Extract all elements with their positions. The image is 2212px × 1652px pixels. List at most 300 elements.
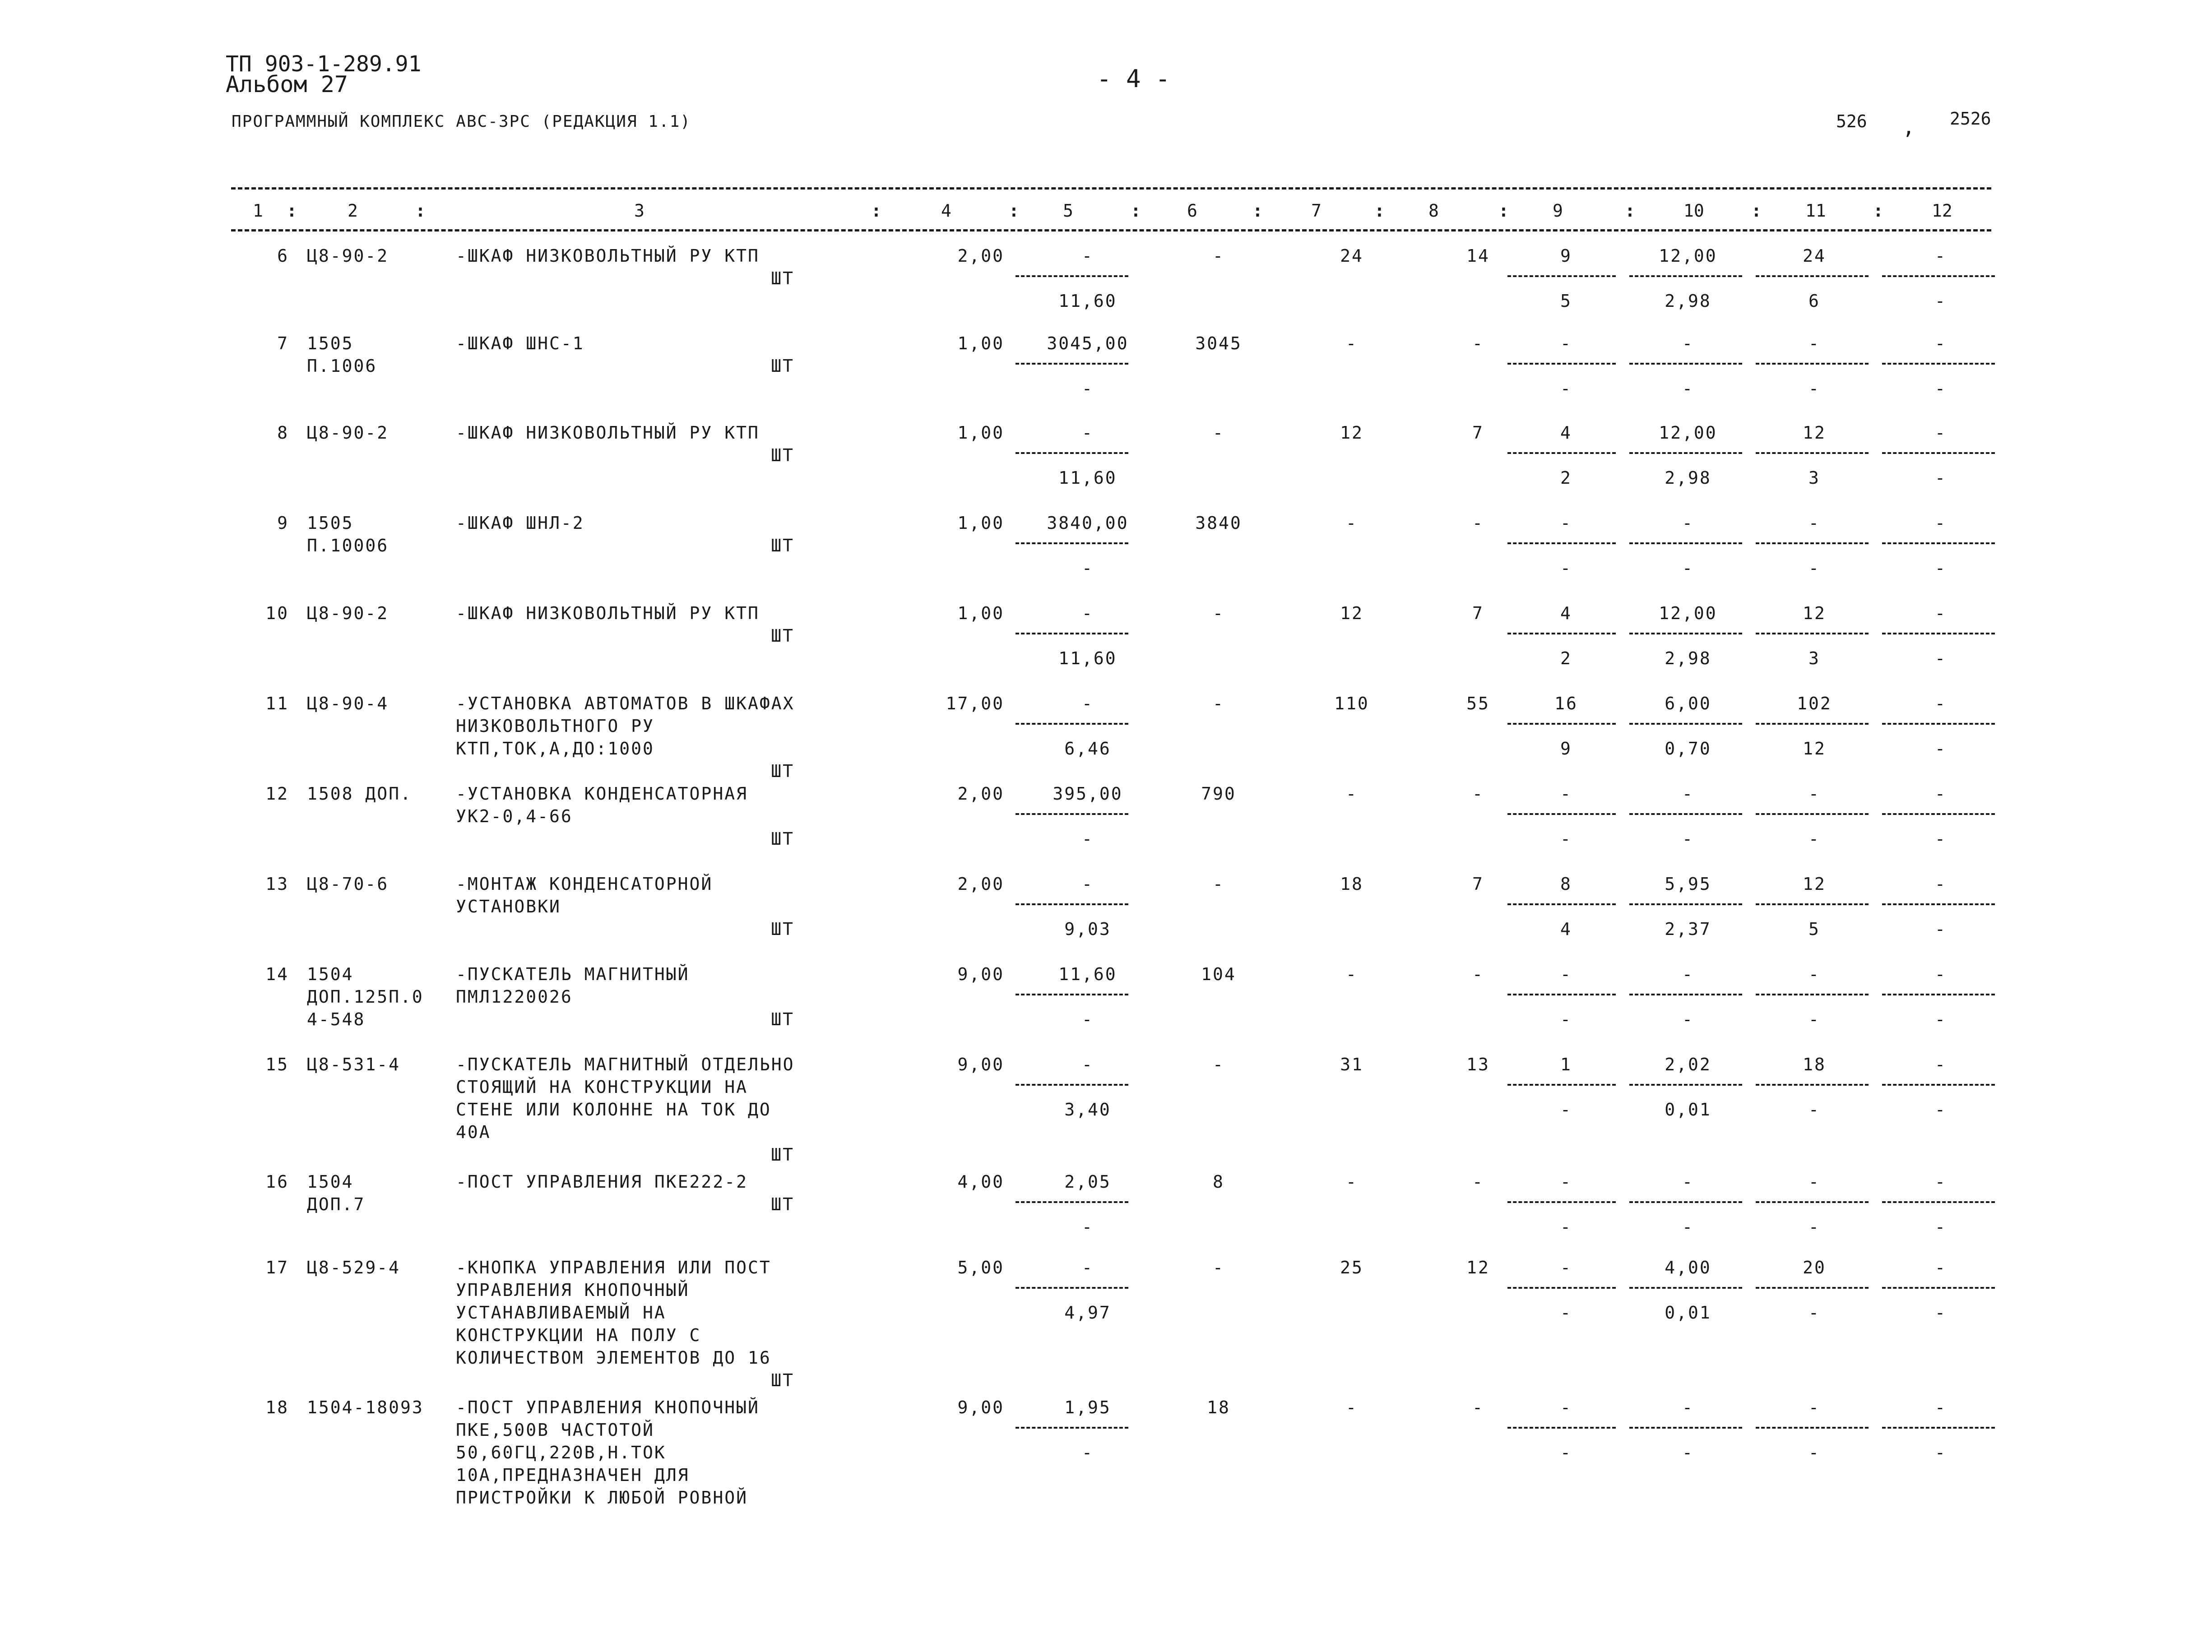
rate-code: Ц8-529-4 xyxy=(307,1258,401,1277)
column-header-10: 10 xyxy=(1683,201,1704,221)
quantity-value: 2,00 xyxy=(957,874,1004,894)
work-description: УСТАНОВКИ xyxy=(456,897,561,916)
column-9-bottom-value: 2 xyxy=(1560,648,1572,668)
column-11-bottom-value: - xyxy=(1809,558,1820,578)
value-divider xyxy=(1016,723,1128,725)
value-divider xyxy=(1756,1201,1869,1203)
column-9-top-value: - xyxy=(1560,784,1572,804)
value-divider xyxy=(1016,633,1128,634)
row-number: 16 xyxy=(265,1172,289,1192)
value-divider xyxy=(1016,542,1128,544)
value-divider xyxy=(1507,363,1616,365)
value-divider xyxy=(1756,1427,1869,1429)
column-10-top-value: - xyxy=(1682,333,1694,353)
rate-code: П.1006 xyxy=(307,356,377,376)
column-7-value: - xyxy=(1346,784,1358,804)
column-12-bottom-value: - xyxy=(1935,558,1947,578)
work-description: СТОЯЩИЙ НА КОНСТРУКЦИИ НА xyxy=(456,1077,748,1097)
column-10-bottom-value: 0,01 xyxy=(1665,1303,1711,1323)
rate-code: Ц8-90-4 xyxy=(307,694,389,713)
column-8-value: - xyxy=(1472,1397,1484,1417)
work-description: КОЛИЧЕСТВОМ ЭЛЕМЕНТОВ ДО 16 xyxy=(456,1348,771,1368)
column-7-value: 18 xyxy=(1340,874,1363,894)
value-divider xyxy=(1507,452,1616,454)
column-9-bottom-value: 4 xyxy=(1560,919,1572,939)
row-number: 11 xyxy=(265,694,289,713)
value-divider xyxy=(1507,994,1616,995)
sheet-number-b: 2526 xyxy=(1950,109,1991,129)
column-12-top-value: - xyxy=(1935,603,1947,623)
quantity-value: 1,00 xyxy=(957,603,1004,623)
column-12-top-value: - xyxy=(1935,333,1947,353)
column-10-top-value: 5,95 xyxy=(1665,874,1711,894)
total-cost-value: - xyxy=(1213,1258,1224,1277)
page-number: - 4 - xyxy=(1097,65,1170,93)
column-9-bottom-value: - xyxy=(1560,1009,1572,1029)
table-top-rule xyxy=(231,187,1991,190)
rate-code: ДОП.125П.0 xyxy=(307,987,424,1007)
column-separator: : xyxy=(1873,201,1883,221)
value-divider xyxy=(1756,275,1869,277)
column-10-top-value: 12,00 xyxy=(1659,423,1717,443)
value-divider xyxy=(1629,994,1742,995)
wage-unit-value: 4,97 xyxy=(1064,1303,1111,1323)
program-title: ПРОГРАММНЫЙ КОМПЛЕКС АВС-3РС (РЕДАКЦИЯ 1.1) xyxy=(232,112,691,131)
column-10-bottom-value: 0,70 xyxy=(1665,739,1711,759)
row-number: 12 xyxy=(265,784,289,804)
value-divider xyxy=(1016,1201,1128,1203)
value-divider xyxy=(1882,633,1995,634)
column-9-top-value: 8 xyxy=(1560,874,1572,894)
column-11-bottom-value: - xyxy=(1809,829,1820,849)
unit-label: ШТ xyxy=(771,1370,794,1390)
column-12-top-value: - xyxy=(1935,694,1947,713)
column-10-bottom-value: - xyxy=(1682,829,1694,849)
column-12-bottom-value: - xyxy=(1935,1303,1947,1323)
value-divider xyxy=(1882,1201,1995,1203)
value-divider xyxy=(1507,275,1616,277)
row-number: 7 xyxy=(277,333,289,353)
column-separator: : xyxy=(1252,201,1263,221)
unit-cost-value: 11,60 xyxy=(1058,964,1117,984)
row-number: 10 xyxy=(265,603,289,623)
column-9-top-value: - xyxy=(1560,1258,1572,1277)
value-divider xyxy=(1016,813,1128,815)
value-divider xyxy=(1507,813,1616,815)
column-12-bottom-value: - xyxy=(1935,1100,1947,1120)
column-8-value: 7 xyxy=(1472,603,1484,623)
value-divider xyxy=(1629,452,1742,454)
column-7-value: 25 xyxy=(1340,1258,1363,1277)
table-header-rule xyxy=(231,229,1991,231)
wage-unit-value: 6,46 xyxy=(1064,739,1111,759)
rate-code: П.10006 xyxy=(307,536,389,555)
value-divider xyxy=(1629,363,1742,365)
column-header-11: 11 xyxy=(1805,201,1826,221)
column-10-bottom-value: - xyxy=(1682,379,1694,398)
column-10-bottom-value: 0,01 xyxy=(1665,1100,1711,1120)
quantity-value: 1,00 xyxy=(957,513,1004,533)
wage-unit-value: - xyxy=(1082,379,1094,398)
column-12-top-value: - xyxy=(1935,874,1947,894)
unit-label: ШТ xyxy=(771,829,794,849)
column-9-top-value: - xyxy=(1560,333,1572,353)
work-description: УПРАВЛЕНИЯ КНОПОЧНЫЙ xyxy=(456,1280,690,1300)
quantity-value: 2,00 xyxy=(957,246,1004,266)
column-separator: : xyxy=(871,201,881,221)
value-divider xyxy=(1629,813,1742,815)
wage-unit-value: 11,60 xyxy=(1058,291,1117,311)
rate-code: Ц8-90-2 xyxy=(307,423,389,443)
row-number: 15 xyxy=(265,1055,289,1074)
value-divider xyxy=(1629,275,1742,277)
column-9-bottom-value: 9 xyxy=(1560,739,1572,759)
unit-label: ШТ xyxy=(771,1009,794,1029)
quantity-value: 9,00 xyxy=(957,1397,1004,1417)
rate-code: Ц8-90-2 xyxy=(307,246,389,266)
value-divider xyxy=(1016,363,1128,365)
quantity-value: 4,00 xyxy=(957,1172,1004,1192)
column-header-1: 1 xyxy=(253,201,263,221)
row-number: 9 xyxy=(277,513,289,533)
column-11-bottom-value: - xyxy=(1809,1443,1820,1462)
column-9-bottom-value: - xyxy=(1560,1443,1572,1462)
value-divider xyxy=(1756,1084,1869,1086)
wage-unit-value: - xyxy=(1082,558,1094,578)
column-9-top-value: 1 xyxy=(1560,1055,1572,1074)
value-divider xyxy=(1507,723,1616,725)
value-divider xyxy=(1882,542,1995,544)
value-divider xyxy=(1507,1427,1616,1429)
work-description: УСТАНАВЛИВАЕМЫЙ НА xyxy=(456,1303,666,1323)
column-11-top-value: - xyxy=(1809,784,1820,804)
value-divider xyxy=(1629,1427,1742,1429)
total-cost-value: 790 xyxy=(1201,784,1236,804)
value-divider xyxy=(1016,452,1128,454)
work-description: -УСТАНОВКА КОНДЕНСАТОРНАЯ xyxy=(456,784,748,804)
column-separator: : xyxy=(1751,201,1762,221)
column-7-value: 31 xyxy=(1340,1055,1363,1074)
value-divider xyxy=(1882,1427,1995,1429)
total-cost-value: - xyxy=(1213,1055,1224,1074)
column-12-top-value: - xyxy=(1935,1055,1947,1074)
value-divider xyxy=(1507,1287,1616,1289)
value-divider xyxy=(1629,723,1742,725)
column-10-top-value: - xyxy=(1682,784,1694,804)
wage-unit-value: 9,03 xyxy=(1064,919,1111,939)
column-8-value: 13 xyxy=(1466,1055,1490,1074)
value-divider xyxy=(1882,1084,1995,1086)
column-separator: : xyxy=(1498,201,1509,221)
wage-unit-value: - xyxy=(1082,1443,1094,1462)
column-8-value: - xyxy=(1472,513,1484,533)
rate-code: 1504-18093 xyxy=(307,1397,424,1417)
column-11-top-value: 20 xyxy=(1803,1258,1826,1277)
value-divider xyxy=(1882,1287,1995,1289)
column-12-bottom-value: - xyxy=(1935,468,1947,488)
row-number: 17 xyxy=(265,1258,289,1277)
value-divider xyxy=(1629,633,1742,634)
column-7-value: - xyxy=(1346,964,1358,984)
sheet-number-a: 526 xyxy=(1836,111,1867,131)
value-divider xyxy=(1756,452,1869,454)
column-8-value: 55 xyxy=(1466,694,1490,713)
value-divider xyxy=(1016,1287,1128,1289)
work-description: -ШКАФ НИЗКОВОЛЬТНЫЙ РУ КТП xyxy=(456,603,760,623)
unit-label: ШТ xyxy=(771,626,794,646)
work-description: СТЕНЕ ИЛИ КОЛОННЕ НА ТОК ДО xyxy=(456,1100,771,1120)
work-description: 10А,ПРЕДНАЗНАЧЕН ДЛЯ xyxy=(456,1465,690,1485)
column-11-top-value: - xyxy=(1809,513,1820,533)
total-cost-value: - xyxy=(1213,874,1224,894)
column-8-value: - xyxy=(1472,333,1484,353)
work-description: -ШКАФ ШНЛ-2 xyxy=(456,513,584,533)
value-divider xyxy=(1016,1427,1128,1429)
value-divider xyxy=(1882,723,1995,725)
column-separator: : xyxy=(415,201,426,221)
rate-code: 1505 xyxy=(307,333,354,353)
column-9-top-value: - xyxy=(1560,1397,1572,1417)
unit-cost-value: - xyxy=(1082,1055,1094,1074)
work-description: ПКЕ,500В ЧАСТОТОЙ xyxy=(456,1420,654,1440)
column-10-top-value: 12,00 xyxy=(1659,603,1717,623)
quantity-value: 9,00 xyxy=(957,964,1004,984)
quantity-value: 5,00 xyxy=(957,1258,1004,1277)
column-12-top-value: - xyxy=(1935,964,1947,984)
column-9-bottom-value: - xyxy=(1560,829,1572,849)
column-8-value: - xyxy=(1472,1172,1484,1192)
column-11-bottom-value: - xyxy=(1809,1217,1820,1237)
column-10-top-value: 12,00 xyxy=(1659,246,1717,266)
work-description: 40А xyxy=(456,1122,491,1142)
quantity-value: 17,00 xyxy=(946,694,1004,713)
unit-cost-value: - xyxy=(1082,603,1094,623)
column-12-top-value: - xyxy=(1935,1258,1947,1277)
column-11-bottom-value: 3 xyxy=(1809,468,1820,488)
work-description: -ПУСКАТЕЛЬ МАГНИТНЫЙ xyxy=(456,964,690,984)
unit-label: ШТ xyxy=(771,1194,794,1214)
column-9-top-value: 4 xyxy=(1560,603,1572,623)
row-number: 14 xyxy=(265,964,289,984)
column-9-top-value: - xyxy=(1560,964,1572,984)
column-12-top-value: - xyxy=(1935,246,1947,266)
unit-cost-value: 3840,00 xyxy=(1047,513,1129,533)
quantity-value: 1,00 xyxy=(957,423,1004,443)
column-9-bottom-value: 5 xyxy=(1560,291,1572,311)
column-header-8: 8 xyxy=(1428,201,1439,221)
work-description: -ПОСТ УПРАВЛЕНИЯ КНОПОЧНЫЙ xyxy=(456,1397,760,1417)
unit-cost-value: 395,00 xyxy=(1053,784,1123,804)
column-11-top-value: - xyxy=(1809,333,1820,353)
album-label: Альбом 27 xyxy=(226,71,348,97)
column-10-top-value: 6,00 xyxy=(1665,694,1711,713)
value-divider xyxy=(1882,275,1995,277)
total-cost-value: - xyxy=(1213,694,1224,713)
column-10-bottom-value: 2,37 xyxy=(1665,919,1711,939)
column-11-top-value: 12 xyxy=(1803,874,1826,894)
column-7-value: 12 xyxy=(1340,603,1363,623)
unit-cost-value: - xyxy=(1082,246,1094,266)
column-header-6: 6 xyxy=(1187,201,1197,221)
column-header-2: 2 xyxy=(348,201,358,221)
value-divider xyxy=(1756,1287,1869,1289)
column-11-top-value: - xyxy=(1809,1172,1820,1192)
value-divider xyxy=(1882,994,1995,995)
wage-unit-value: 11,60 xyxy=(1058,468,1117,488)
rate-code: Ц8-70-6 xyxy=(307,874,389,894)
column-header-9: 9 xyxy=(1553,201,1563,221)
column-9-top-value: 4 xyxy=(1560,423,1572,443)
column-10-top-value: - xyxy=(1682,1397,1694,1417)
column-12-top-value: - xyxy=(1935,423,1947,443)
column-separator: : xyxy=(287,201,297,221)
value-divider xyxy=(1756,542,1869,544)
value-divider xyxy=(1629,1287,1742,1289)
column-8-value: 7 xyxy=(1472,874,1484,894)
column-12-top-value: - xyxy=(1935,1397,1947,1417)
row-number: 6 xyxy=(277,246,289,266)
column-11-bottom-value: 6 xyxy=(1809,291,1820,311)
column-11-bottom-value: - xyxy=(1809,379,1820,398)
column-12-bottom-value: - xyxy=(1935,829,1947,849)
column-10-bottom-value: - xyxy=(1682,1217,1694,1237)
column-11-top-value: - xyxy=(1809,964,1820,984)
rate-code: 1504 xyxy=(307,964,354,984)
work-description: -ПОСТ УПРАВЛЕНИЯ ПКЕ222-2 xyxy=(456,1172,748,1192)
work-description: -ПУСКАТЕЛЬ МАГНИТНЫЙ ОТДЕЛЬНО xyxy=(456,1055,795,1074)
value-divider xyxy=(1629,903,1742,905)
quantity-value: 1,00 xyxy=(957,333,1004,353)
unit-cost-value: - xyxy=(1082,423,1094,443)
value-divider xyxy=(1016,1084,1128,1086)
work-description: 50,60ГЦ,220В,Н.ТОК xyxy=(456,1443,666,1462)
total-cost-value: 18 xyxy=(1207,1397,1230,1417)
column-11-top-value: 12 xyxy=(1803,423,1826,443)
work-description: ПРИСТРОЙКИ К ЛЮБОЙ РОВНОЙ xyxy=(456,1488,748,1508)
column-separator: : xyxy=(1009,201,1019,221)
column-12-top-value: - xyxy=(1935,513,1947,533)
value-divider xyxy=(1629,542,1742,544)
unit-cost-value: - xyxy=(1082,694,1094,713)
column-11-bottom-value: 12 xyxy=(1803,739,1826,759)
column-separator: : xyxy=(1625,201,1635,221)
column-12-bottom-value: - xyxy=(1935,379,1947,398)
column-9-top-value: - xyxy=(1560,1172,1572,1192)
value-divider xyxy=(1507,903,1616,905)
total-cost-value: 8 xyxy=(1213,1172,1224,1192)
value-divider xyxy=(1882,813,1995,815)
wage-unit-value: 3,40 xyxy=(1064,1100,1111,1120)
column-11-top-value: 18 xyxy=(1803,1055,1826,1074)
column-10-bottom-value: 2,98 xyxy=(1665,468,1711,488)
column-11-top-value: - xyxy=(1809,1397,1820,1417)
value-divider xyxy=(1882,452,1995,454)
column-header-4: 4 xyxy=(941,201,951,221)
column-8-value: 7 xyxy=(1472,423,1484,443)
wage-unit-value: - xyxy=(1082,829,1094,849)
column-9-top-value: 16 xyxy=(1554,694,1578,713)
work-description: НИЗКОВОЛЬТНОГО РУ xyxy=(456,716,654,736)
column-7-value: 12 xyxy=(1340,423,1363,443)
total-cost-value: - xyxy=(1213,603,1224,623)
column-11-bottom-value: 3 xyxy=(1809,648,1820,668)
value-divider xyxy=(1756,994,1869,995)
column-10-bottom-value: - xyxy=(1682,1009,1694,1029)
column-10-top-value: 4,00 xyxy=(1665,1258,1711,1277)
column-header-5: 5 xyxy=(1063,201,1073,221)
wage-unit-value: - xyxy=(1082,1009,1094,1029)
rate-code: 1505 xyxy=(307,513,354,533)
value-divider xyxy=(1882,363,1995,365)
column-9-bottom-value: - xyxy=(1560,1217,1572,1237)
rate-code: 1504 xyxy=(307,1172,354,1192)
column-9-bottom-value: - xyxy=(1560,558,1572,578)
column-7-value: 24 xyxy=(1340,246,1363,266)
value-divider xyxy=(1756,723,1869,725)
column-header-7: 7 xyxy=(1311,201,1322,221)
value-divider xyxy=(1507,1201,1616,1203)
column-10-bottom-value: 2,98 xyxy=(1665,648,1711,668)
column-11-bottom-value: - xyxy=(1809,1100,1820,1120)
quantity-value: 2,00 xyxy=(957,784,1004,804)
column-12-top-value: - xyxy=(1935,784,1947,804)
value-divider xyxy=(1507,633,1616,634)
unit-label: ШТ xyxy=(771,1145,794,1165)
value-divider xyxy=(1016,994,1128,995)
unit-cost-value: 2,05 xyxy=(1064,1172,1111,1192)
value-divider xyxy=(1629,1201,1742,1203)
unit-cost-value: 1,95 xyxy=(1064,1397,1111,1417)
column-header-12: 12 xyxy=(1932,201,1952,221)
value-divider xyxy=(1756,813,1869,815)
column-12-bottom-value: - xyxy=(1935,1217,1947,1237)
unit-label: ШТ xyxy=(771,919,794,939)
column-8-value: - xyxy=(1472,964,1484,984)
column-separator: : xyxy=(1131,201,1141,221)
value-divider xyxy=(1507,542,1616,544)
total-cost-value: - xyxy=(1213,246,1224,266)
column-11-top-value: 24 xyxy=(1803,246,1826,266)
row-number: 18 xyxy=(265,1397,289,1417)
column-8-value: 14 xyxy=(1466,246,1490,266)
column-9-top-value: - xyxy=(1560,513,1572,533)
wage-unit-value: 11,60 xyxy=(1058,648,1117,668)
column-10-top-value: - xyxy=(1682,964,1694,984)
column-11-bottom-value: - xyxy=(1809,1303,1820,1323)
column-10-top-value: 2,02 xyxy=(1665,1055,1711,1074)
unit-label: ШТ xyxy=(771,356,794,376)
row-number: 8 xyxy=(277,423,289,443)
column-9-top-value: 9 xyxy=(1560,246,1572,266)
column-12-bottom-value: - xyxy=(1935,648,1947,668)
column-header-3: 3 xyxy=(634,201,645,221)
column-11-bottom-value: 5 xyxy=(1809,919,1820,939)
work-description: КТП,ТОК,А,ДО:1000 xyxy=(456,739,654,759)
column-7-value: - xyxy=(1346,1397,1358,1417)
rate-code: ДОП.7 xyxy=(307,1194,366,1214)
unit-cost-value: 3045,00 xyxy=(1047,333,1129,353)
column-7-value: 110 xyxy=(1334,694,1369,713)
column-9-bottom-value: 2 xyxy=(1560,468,1572,488)
column-12-top-value: - xyxy=(1935,1172,1947,1192)
wage-unit-value: - xyxy=(1082,1217,1094,1237)
column-8-value: - xyxy=(1472,784,1484,804)
work-description: -ШКАФ ШНС-1 xyxy=(456,333,584,353)
rate-code: Ц8-531-4 xyxy=(307,1055,401,1074)
column-7-value: - xyxy=(1346,1172,1358,1192)
column-7-value: - xyxy=(1346,513,1358,533)
unit-label: ШТ xyxy=(771,761,794,781)
